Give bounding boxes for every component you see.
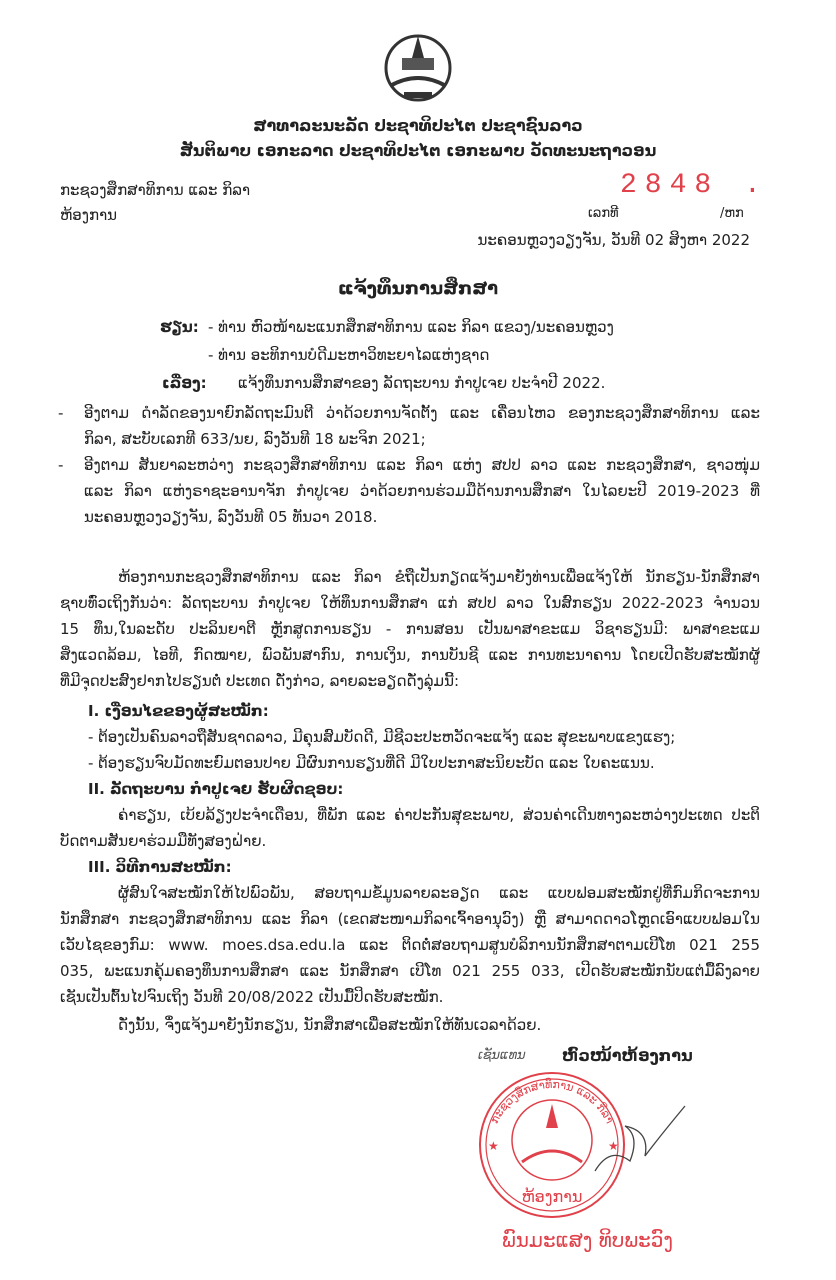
section-line: ຜູ້ສົນໃຈສະໝັກໃຫ້ໄປພົວພັນ, ສອບຖາມຂໍ້ມູນລາຍລະອຽດ ແລະ ແບບຟອມສະໝັກຢູ່ທີ່ກົມກິດຈະການ — [118, 884, 760, 902]
bullet-dash: - — [58, 404, 64, 422]
section-line: ຄ່າຮຽນ, ເບ້ຍລ້ຽງປະຈຳເດືອນ, ທີ່ພັກ ແລະ ຄ່າປະກັນສຸຂະພາບ, ສ່ວນຄ່າເດີນທາງລະຫວ່າງປະເທດ ປະຕິ — [118, 806, 760, 824]
body-line: ທີ່ມີຈຸດປະສົງຢາກໄປຮຽນຕໍ່ ປະເທດ ດັ່ງກ່າວ, ລາຍລະອຽດດັ່ງລຸ່ມນີ້: — [60, 672, 460, 690]
section-line: ນັກສຶກສາ ກະຊວງສຶກສາທິການ ແລະ ກິລາ (ເຂດສະໜາມກິລາເຈົ້າອານຸວົງ) ຫຼື ສາມາດດາວໂຫຼດເອົາແບບຟອມໃນ — [60, 910, 760, 928]
country-name: ສາທາລະນະລັດ ປະຊາທິປະໄຕ ປະຊາຊົນລາວ — [253, 116, 583, 135]
closing-text: ດັ່ງນັ້ນ, ຈຶ່ງແຈ້ງມາຍັງນັກຮຽນ, ນັກສຶກສາເພື່ອສະໝັກໃຫ້ທັນເວລາດ້ວຍ. — [118, 1016, 542, 1034]
star-icon: ★ — [488, 1139, 499, 1153]
subject-text: ແຈ້ງທຶນການສຶກສາຂອງ ລັດຖະບານ ກຳປູເຈຍ ປະຈຳປີ 2022. — [238, 374, 606, 392]
section-line: - ຕ້ອງຮຽນຈົບມັດທະຍົມຕອນປາຍ ມີຜົນການຮຽນທີ່ດີ ມີໃບປະກາສະນິຍະບັດ ແລະ ໃບຄະແນນ. — [88, 754, 655, 772]
document-number: 2848 . — [620, 170, 769, 201]
handwritten-signature — [590, 1096, 690, 1186]
on-behalf-handwritten: ເຊັນແທນ — [478, 1048, 526, 1063]
number-label: ເລກທີ — [588, 206, 619, 221]
to-label: ຮຽນ: — [160, 318, 199, 336]
bullet-dash: - — [58, 456, 64, 474]
body-line: ຫ້ອງການກະຊວງສຶກສາທິການ ແລະ ກິລາ ຂໍຖືເປັນກຽດແຈ້ງມາຍັງທ່ານເພື່ອແຈ້ງໃຫ້ ນັກຮຽນ-ນັກສຶກສາ — [118, 568, 760, 586]
ministry-name: ກະຊວງສຶກສາທິການ ແລະ ກິລາ — [60, 181, 251, 199]
body-line: ຊາບທົ່ວເຖິງກັນວ່າ: ລັດຖະບານ ກຳປູເຈຍ ໃຫ້ທຶນການສຶກສາ ແກ່ ສປປ ລາວ ໃນສົກຮຽນ 2022-2023 ຈຳນວນ — [60, 594, 760, 612]
section-line: - ຕ້ອງເປັນຄົນລາວຖືສັນຊາດລາວ, ມີຄຸນສົມບັດດີ, ມີຊີວະປະຫວັດຈະແຈ້ງ ແລະ ສຸຂະພາບແຂງແຮງ; — [88, 728, 676, 746]
signatory-position: ຫົວໜ້າຫ້ອງການ — [562, 1046, 693, 1065]
section-line: 035, ພະແນກຄຸ້ມຄອງທຶນການສຶກສາ ແລະ ນັກສຶກສາ ເບີໂທ 021 255 033, ເປີດຮັບສະໝັກນັບແຕ່ມື້ລົງລາຍ — [60, 962, 760, 980]
body-line: 15 ທຶນ,ໃນລະດັບ ປະລິນຍາຕີ ຫຼັກສູດການຮຽນ - ການສອນ ເປັນພາສາຂະແມ ວິຊາຮຽນມີ: ພາສາຂະແມ — [60, 620, 760, 638]
reference-line: ອີງຕາມ ສັນຍາລະຫວ່າງ ກະຊວງສຶກສາທິການ ແລະ ກິລາ ແຫ່ງ ສປປ ລາວ ແລະ ກະຊວງສຶກສາ, ຊາວໜຸ່ມ — [84, 456, 760, 474]
section-heading: II. ລັດຖະບານ ກຳປູເຈຍ ຮັບຜິດຊອບ: — [88, 780, 344, 798]
office-name: ຫ້ອງການ — [60, 206, 118, 224]
reference-line: ນະຄອນຫຼວງວຽງຈັນ, ລົງວັນທີ 05 ທັນວາ 2018. — [84, 508, 378, 526]
recipient-item: - ທ່ານ ອະທິການບໍດີມະຫາວິທະຍາໄລແຫ່ງຊາດ — [208, 346, 490, 364]
star-icon: ★ — [608, 1139, 619, 1153]
section-line: ບັດຕາມສັນຍາຮ່ວມມືທັງສອງຝ່າຍ. — [60, 832, 267, 850]
stamp-bottom-text: ຫ້ອງການ — [521, 1187, 583, 1206]
reference-line: ອີງຕາມ ດຳລັດຂອງນາຍົກລັດຖະມົນຕີ ວ່າດ້ວຍການຈັດຕັ້ງ ແລະ ເຄື່ອນໄຫວ ຂອງກະຊວງສຶກສາທິການ ແລະ — [84, 404, 760, 422]
section-line: ເວັບໄຊຂອງກົມ: www. moes.dsa.edu.la ແລະ ຕິດຕໍ່ສອບຖາມສູນບໍລິການນັກສຶກສາຕາມເບີໂທ 021 255 — [60, 936, 760, 954]
reference-line: ກິລາ, ສະບັບເລກທີ 633/ນຍ, ລົງວັນທີ 18 ພະຈິກ 2021; — [84, 430, 426, 448]
reference-line: ແລະ ກິລາ ແຫ່ງຣາຊະອານາຈັກ ກຳປູເຈຍ ວ່າດ້ວຍການຮ່ວມມືດ້ານການສຶກສາ ໃນໄລຍະປີ 2019-2023 ທີ່ — [84, 482, 760, 500]
subject-label: ເລື່ອງ: — [162, 374, 207, 392]
body-line: ສິ່ງແວດລ້ອມ, ໄອທີ, ກົດໝາຍ, ພົວພັນສາກົນ, ການເງິນ, ການບັນຊີ ແລະ ການທະນາຄານ ໂດຍເປີດຮັບສະໝັກຜູ້ — [60, 646, 760, 664]
stamp-top-text: ກະຊວງສຶກສາທິການ ແລະ ກິລາ — [487, 1077, 617, 1126]
number-suffix: /ຫກ — [720, 206, 744, 221]
national-motto: ສັນຕິພາບ ເອກະລາດ ປະຊາທິປະໄຕ ເອກະພາບ ວັດທະນະຖາວອນ — [179, 141, 657, 160]
signatory-name: ພົນມະແສງ ທິບພະວົງ — [502, 1228, 674, 1252]
lao-national-emblem — [368, 30, 468, 102]
document-date: ນະຄອນຫຼວງວຽງຈັນ, ວັນທີ 02 ສິງຫາ 2022 — [477, 231, 750, 249]
recipient-item: - ທ່ານ ຫົວໜ້າພະແນກສຶກສາທິການ ແລະ ກິລາ ແຂວງ/ນະຄອນຫຼວງ — [208, 318, 614, 336]
section-line: ເຊັນເປັນຕົ້ນໄປຈົນເຖິງ ວັນທີ 20/08/2022 ເປັນມື້ປິດຮັບສະໝັກ. — [60, 988, 444, 1006]
section-heading: I. ເງື່ອນໄຂຂອງຜູ້ສະໝັກ: — [88, 702, 269, 720]
section-heading: III. ວິທີການສະໝັກ: — [88, 858, 232, 876]
document-title: ແຈ້ງທຶນການສຶກສາ — [337, 278, 499, 299]
